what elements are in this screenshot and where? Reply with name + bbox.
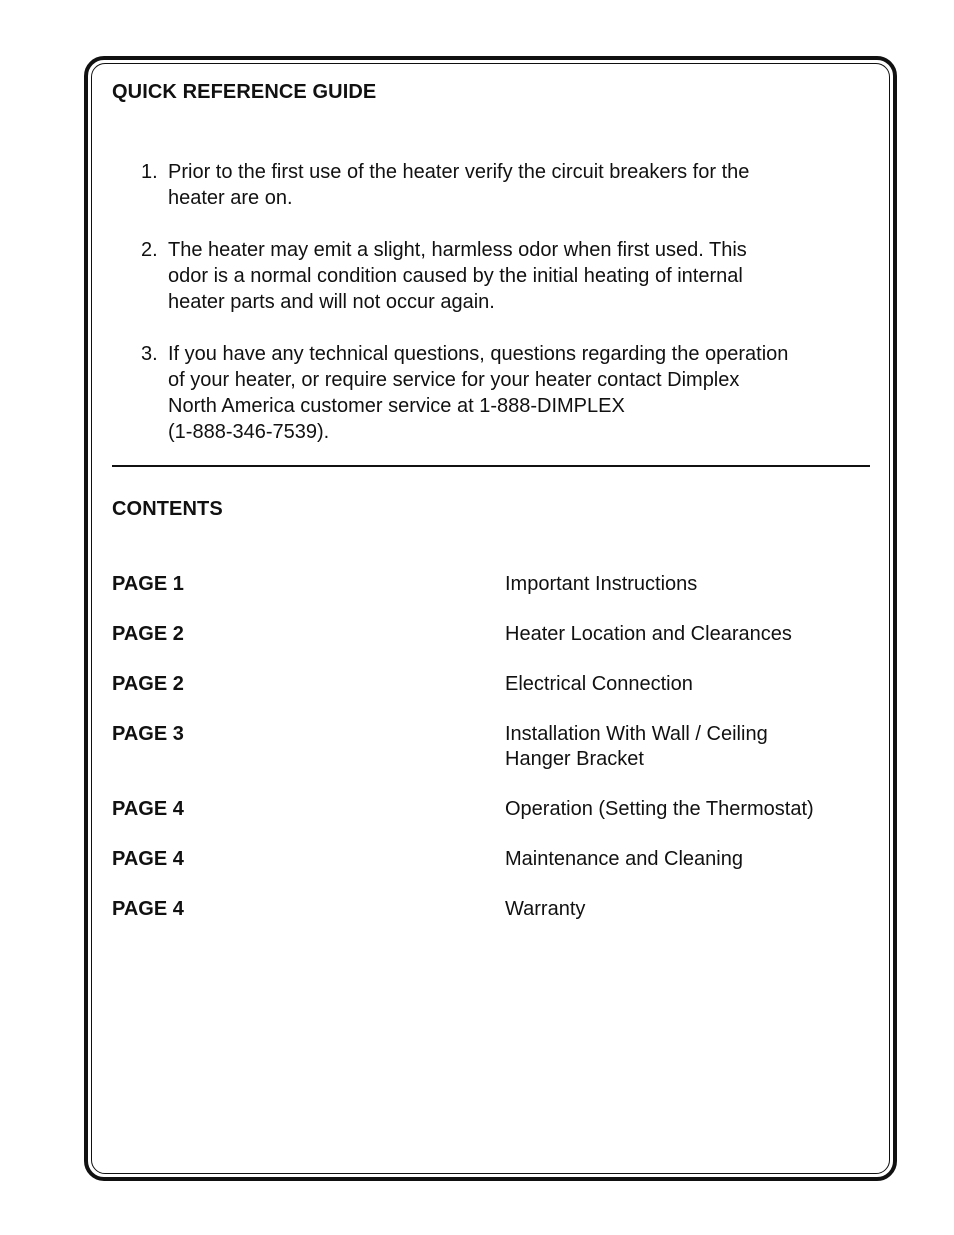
contents-entry: Warranty [505, 898, 586, 920]
list-item-text: If you have any technical questions, questions regarding the operation of your heater, or require service for your heater contact Dimplex North America customer service at 1-888-DIMPLEX (1-888-346-7539). [168, 343, 789, 443]
contents-page-number: PAGE 3 [112, 723, 184, 745]
list-item-text: The heater may emit a slight, harmless odor when first used. This odor is a normal condition caused by the initial heating of internal heater parts and will not occur again. [168, 239, 747, 313]
section-divider [112, 465, 870, 467]
quick-reference-title: QUICK REFERENCE GUIDE [112, 81, 377, 103]
contents-row [112, 672, 872, 697]
quick-reference-list [141, 159, 861, 471]
contents-entry: Important Instructions [505, 573, 698, 595]
contents-row [112, 722, 872, 772]
list-item [141, 237, 861, 315]
contents-page-number: PAGE 2 [112, 623, 184, 645]
contents-entry: Electrical Connection [505, 673, 693, 695]
contents-row [112, 622, 872, 647]
contents-row [112, 847, 872, 872]
contents-row [112, 897, 872, 922]
list-item [141, 159, 861, 211]
contents-row [112, 572, 872, 597]
contents-table [112, 572, 872, 947]
contents-page-number: PAGE 4 [112, 898, 184, 920]
contents-entry: Installation With Wall / Ceiling Hanger Bracket [505, 723, 768, 770]
list-item-number: 3. [141, 343, 158, 365]
contents-entry: Heater Location and Clearances [505, 623, 792, 645]
list-item [141, 341, 861, 445]
contents-entry: Operation (Setting the Thermostat) [505, 798, 814, 820]
contents-page-number: PAGE 1 [112, 573, 184, 595]
contents-row [112, 797, 872, 822]
contents-page-number: PAGE 2 [112, 673, 184, 695]
list-item-number: 2. [141, 239, 158, 261]
contents-page-number: PAGE 4 [112, 798, 184, 820]
list-item-number: 1. [141, 161, 158, 183]
contents-entry: Maintenance and Cleaning [505, 848, 743, 870]
contents-title: CONTENTS [112, 498, 223, 520]
contents-page-number: PAGE 4 [112, 848, 184, 870]
list-item-text: Prior to the first use of the heater verify the circuit breakers for the heater are on. [168, 161, 750, 209]
